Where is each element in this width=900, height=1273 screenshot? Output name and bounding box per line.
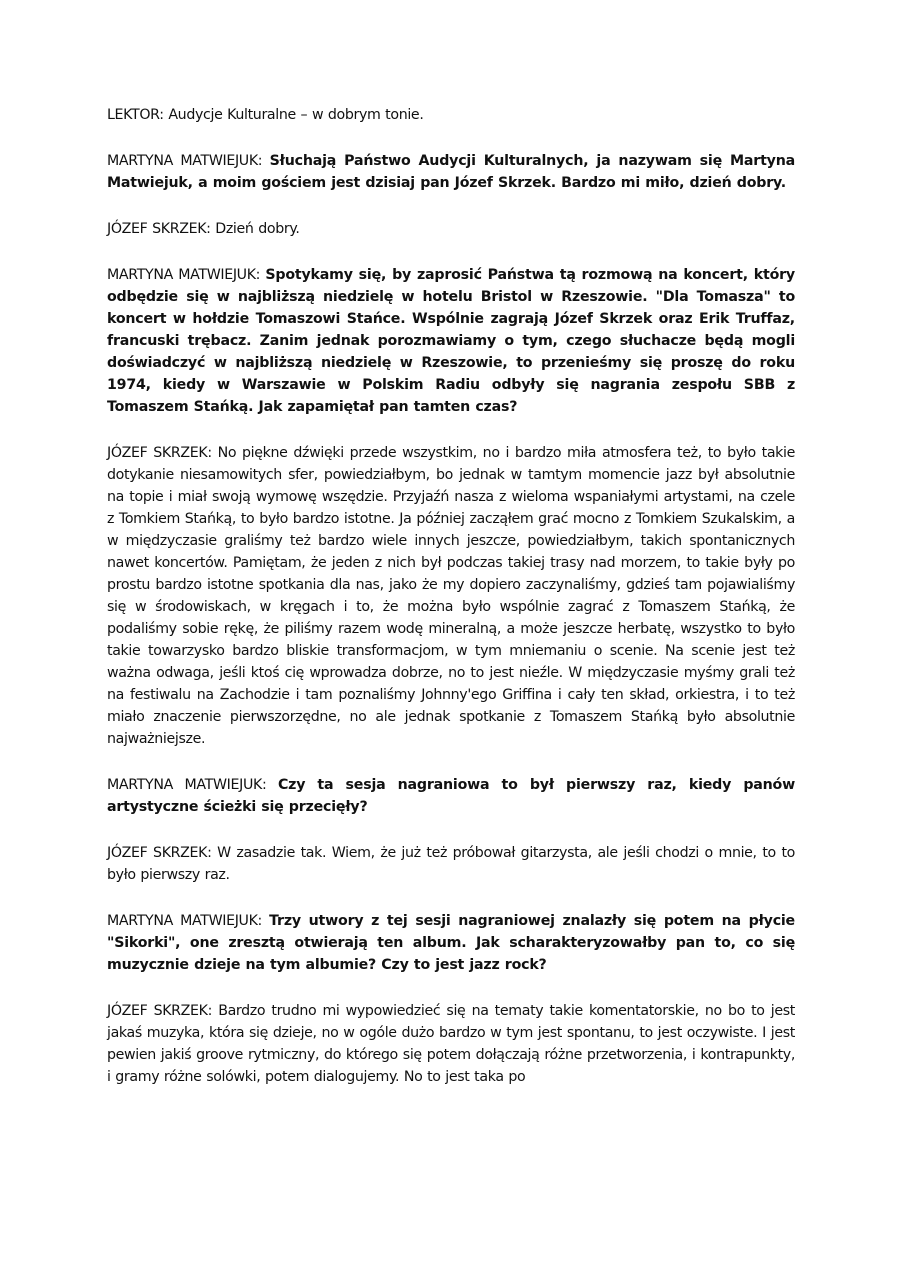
transcript xyxy=(107,104,795,1112)
speaker-label: JÓZEF SKRZEK: xyxy=(107,845,212,861)
paragraph-host xyxy=(107,774,795,818)
speaker-label: MARTYNA MATWIEJUK: xyxy=(107,913,262,929)
utterance-text: Słuchają Państwo Audycji Kulturalnych, ja nazywam się Martyna Matwiejuk, a moim gościem jest dzisiaj pan Józef Skrzek. Bardzo mi miło, dzień dobry. xyxy=(107,153,795,191)
utterance-text: Czy ta sesja nagraniowa to był pierwszy raz, kiedy panów artystyczne ścieżki się przecięły? xyxy=(107,777,795,815)
utterance-text: Spotykamy się, by zaprosić Państwa tą rozmową na koncert, który odbędzie się w najbliższą niedzielę w hotelu Bristol w Rzeszowie. "Dla Tomasza" to koncert w hołdzie Tomaszowi Stańce. Wspólnie zagrają Józef Skrzek oraz Erik Truffaz, francuski trębacz. Zanim jednak porozmawiamy o tym, czego słuchacze będą mogli doświadczyć w najbliższą niedzielę w Rzeszowie, to przenieśmy się proszę do roku 1974, kiedy w Warszawie w Polskim Radiu odbyły się nagrania zespołu SBB z Tomaszem Stańką. Jak zapamiętał pan tamten czas? xyxy=(107,267,795,415)
paragraph-host xyxy=(107,264,795,418)
speaker-label: LEKTOR: xyxy=(107,107,164,123)
speaker-label: MARTYNA MATWIEJUK: xyxy=(107,777,267,793)
paragraph-host xyxy=(107,910,795,976)
speaker-label: JÓZEF SKRZEK: xyxy=(107,221,211,237)
speaker-label: MARTYNA MATWIEJUK: xyxy=(107,267,261,283)
speaker-label: MARTYNA MATWIEJUK: xyxy=(107,153,263,169)
utterance-text: Audycje Kulturalne – w dobrym tonie. xyxy=(168,107,424,123)
paragraph-lektor xyxy=(107,104,795,126)
paragraph-guest xyxy=(107,842,795,886)
speaker-label: JÓZEF SKRZEK: xyxy=(107,1003,213,1019)
paragraph-host xyxy=(107,150,795,194)
paragraph-guest xyxy=(107,442,795,750)
utterance-text: No piękne dźwięki przede wszystkim, no i bardzo miła atmosfera też, to było takie dotykanie niesamowitych sfer, powiedziałbym, bo jednak w tamtym momencie jazz był absolutnie na topie i miał swoją wymowę wszędzie. Przyjaźń nasza z wieloma wspaniałymi artystami, na czele z Tomkiem Stańką, to było bardzo istotne. Ja później zacząłem grać mocno z Tomkiem Szukalskim, a w międzyczasie graliśmy też bardzo wiele innych jeszcze, powiedziałbym, takich spontanicznych nawet koncertów. Pamiętam, że jeden z nich był podczas takiej trasy nad morzem, to takie były po prostu bardzo istotne spotkania dla nas, jako że my dopiero zaczynaliśmy, gdzieś tam pojawialiśmy się w środowiskach, w kręgach i to, że można było wspólnie zagrać z Tomaszem Stańką, że podaliśmy sobie rękę, że piliśmy razem wodę mineralną, a może jeszcze herbatę, wszystko to było takie towarzysko bardzo bliskie transformacjom, w tym mniemaniu o scenie. Na scenie jest też ważna odwaga, jeśli ktoś cię wprowadza dobrze, no to jest nieźle. W międzyczasie myśmy grali też na festiwalu na Zachodzie i tam poznaliśmy Johnny'ego Griffina i cały ten skład, orkiestra, i to też miało znaczenie pierwszorzędne, no ale jednak spotkanie z Tomaszem Stańką było absolutnie najważniejsze. xyxy=(107,445,795,747)
utterance-text: Bardzo trudno mi wypowiedzieć się na tematy takie komentatorskie, no bo to jest jakaś muzyka, która się dzieje, no w ogóle dużo bardzo w tym jest spontanu, to jest oczywiste. I jest pewien jakiś groove rytmiczny, do którego się potem dołączają różne przetworzenia, i kontrapunkty, i gramy różne solówki, potem dialogujemy. No to jest taka po xyxy=(107,1003,795,1085)
paragraph-guest xyxy=(107,218,795,240)
utterance-text: Trzy utwory z tej sesji nagraniowej znalazły się potem na płycie "Sikorki", one zresztą otwierają ten album. Jak scharakteryzowałby pan to, co się muzycznie dzieje na tym albumie? Czy to jest jazz rock? xyxy=(107,913,795,973)
utterance-text: Dzień dobry. xyxy=(215,221,300,237)
speaker-label: JÓZEF SKRZEK: xyxy=(107,445,212,461)
utterance-text: W zasadzie tak. Wiem, że już też próbował gitarzysta, ale jeśli chodzi o mnie, to to było pierwszy raz. xyxy=(107,845,796,883)
paragraph-guest xyxy=(107,1000,795,1088)
